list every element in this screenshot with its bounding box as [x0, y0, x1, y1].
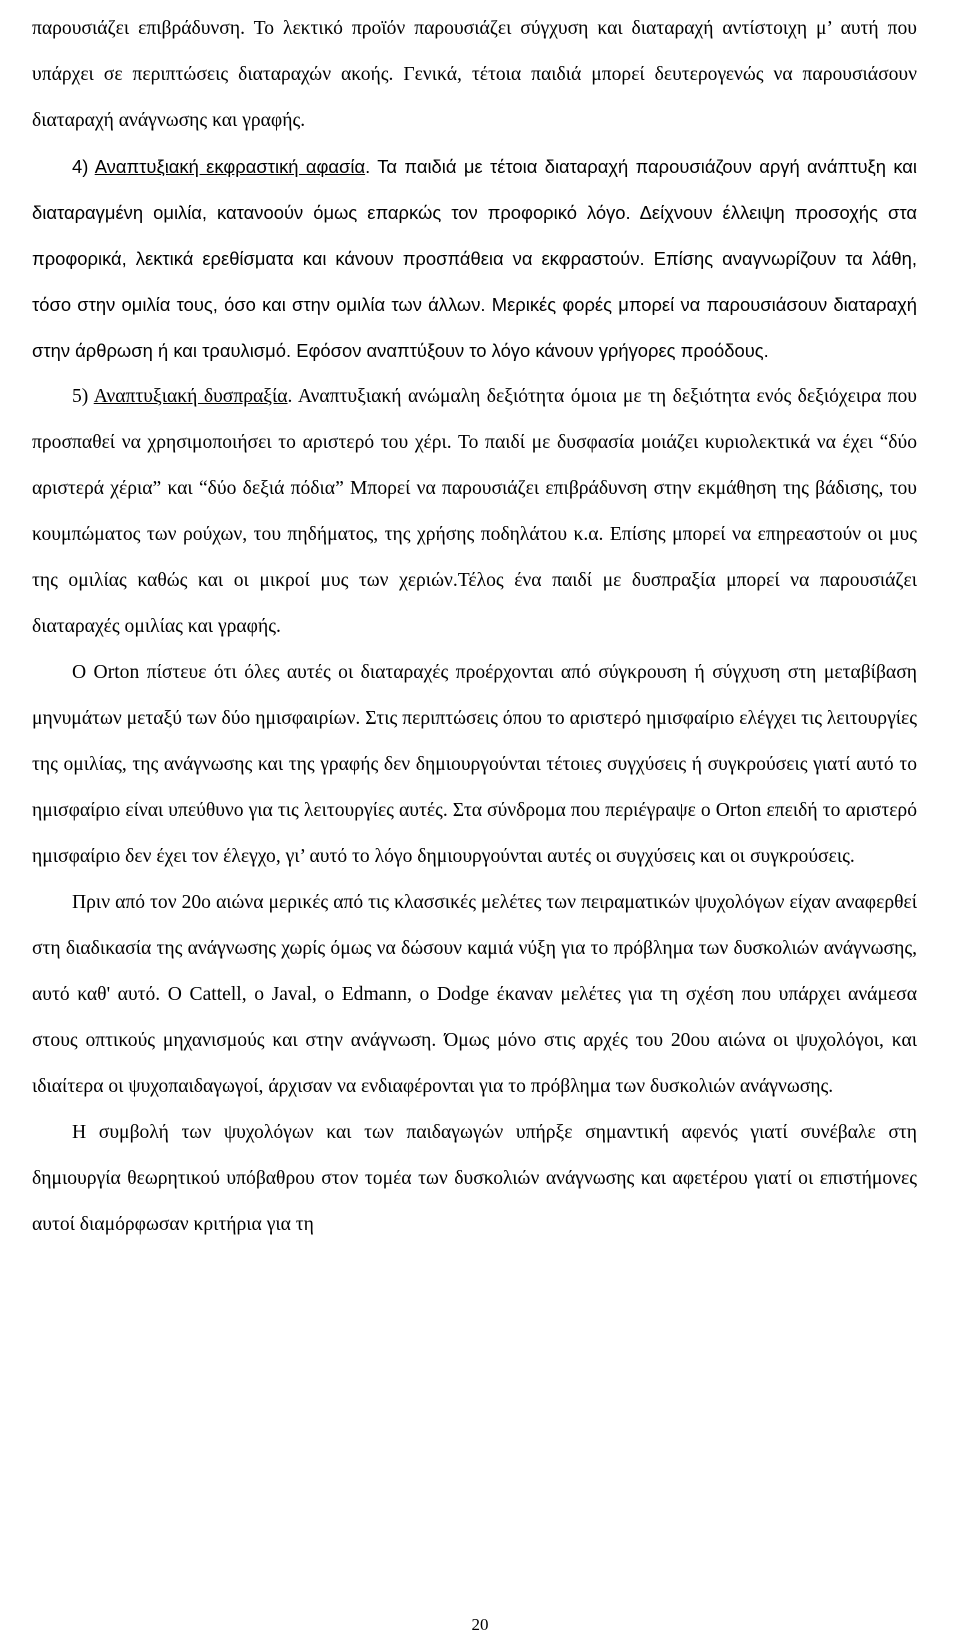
item-4-text-b: Δείχνουν έλλειψη προσοχής στα προφορικά, λεκτικά ερεθίσματα και κάνουν προσπάθεια να εκφραστούν. Επίσης αναγνωρίζουν τα λάθη, τόσο στην ομιλία τους, όσο και στην ομιλία των άλλων. Μερικές φορές μπορεί να παρουσιάσουν διαταραχή στην άρθρωση ή και τραυλισμό. Εφόσον αναπτύξουν το λόγο κάνουν γρήγορες προόδους. [32, 202, 917, 361]
paragraph-item-5 [32, 374, 917, 650]
paragraph-contribution-text: Η συμβολή των ψυχολόγων και των παιδαγωγών υπήρξε σημαντική αφενός γιατί συνέβαλε στη δημιουργία θεωρητικού υπόβαθρου στον τομέα των δυσκολιών ανάγνωσης και αφετέρου γιατί οι επιστήμονες αυτοί διαμόρφωσαν κριτήρια για τη [32, 1122, 917, 1235]
paragraph-20th-century [32, 880, 917, 1110]
item-4-text-a: . Τα παιδιά με τέτοια διαταραχή παρουσιάζουν αργή ανάπτυξη και διαταραγμένη ομιλία, κατανοούν όμως επαρκώς τον προφορικό λόγο. [32, 156, 918, 223]
paragraph-orton-text: Ο Orton πίστευε ότι όλες αυτές οι διαταραχές προέρχονται από σύγκρουση ή σύγχυση στη μεταβίβαση μηνυμάτων μεταξύ των δύο ημισφαιρίων. Στις περιπτώσεις όπου το αριστερό ημισφαίριο ελέγχει τις λειτουργίες της ομιλίας, της ανάγνωσης και της γραφής δεν δημιουργούνται τέτοιες συγχύσεις ή συγκρούσεις γιατί αυτό το ημισφαίριο είναι υπεύθυνο για τις λειτουργίες αυτές. Στα σύνδρομα που περιέγραψε ο Orton επειδή το αριστερό ημισφαίριο δεν έχει τον έλεγχο, γι’ αυτό το λόγο δημιουργούνται αυτές οι συγχύσεις και οι συγκρούσεις. [32, 662, 917, 867]
paragraph-20th-century-text-b: Όμως μόνο στις αρχές του 20ου αιώνα οι ψυχολόγοι, και ιδιαίτερα οι ψυχοπαιδαγωγοί, άρχισαν να ενδιαφέρονται για το πρόβλημα των δυσκολιών ανάγνωσης. [32, 1030, 917, 1097]
paragraph-20th-century-text-a: Πριν από τον 20ο αιώνα μερικές από τις κλασσικές μελέτες των πειραματικών ψυχολόγων είχαν αναφερθεί στη διαδικασία της ανάγνωσης χωρίς όμως να δώσουν καμιά νύξη για το πρόβλημα των δυσκολιών ανάγνωσης, αυτό καθ' αυτό. Ο Cattell, ο Javal, ο Edmann, ο Dodge έκαναν μελέτες για τη σχέση που υπάρχει ανάμεσα στους οπτικούς μηχανισμούς και στην ανάγνωση. [32, 892, 917, 1051]
paragraph-1-text: παρουσιάζει επιβράδυνση. Το λεκτικό προϊόν παρουσιάζει σύγχυση και διαταραχή αντίστοιχη μ’ αυτή που υπάρχει σε περιπτώσεις διαταραχών ακοής. Γενικά, τέτοια παιδιά μπορεί δευτερογενώς να παρουσιάσουν διαταραχή ανάγνωσης και γραφής. [32, 18, 917, 131]
paragraph-orton [32, 650, 917, 880]
paragraph-1 [32, 6, 917, 144]
item-5-heading: Αναπτυξιακή δυσπραξία [93, 386, 288, 407]
paragraph-contribution [32, 1110, 917, 1248]
item-4-heading: Αναπτυξιακή εκφραστική αφασία [94, 156, 366, 177]
item-4-number: 4) [72, 156, 95, 177]
item-5-number: 5) [72, 386, 94, 407]
body-text [32, 6, 917, 1248]
paragraph-item-4 [32, 144, 917, 374]
item-5-text: . Αναπτυξιακή ανώμαλη δεξιότητα όμοια με τη δεξιότητα ενός δεξιόχειρα που προσπαθεί να χρησιμοποιήσει το αριστερό του χέρι. Το παιδί με δυσφασία μοιάζει κυριολεκτικά να έχει “δύο αριστερά χέρια” και “δύο δεξιά πόδια” Μπορεί να παρουσιάζει επιβράδυνση στην εκμάθηση της βάδισης, του κουμπώματος των ρούχων, του πηδήματος, της χρήσης ποδηλάτου κ.α. Επίσης μπορεί να επηρεαστούν οι μυς της ομιλίας καθώς και οι μικροί μυς των χεριών.Τέλος ένα παιδί με δυσπραξία μπορεί να παρουσιάζει διαταραχές ομιλίας και γραφής. [32, 386, 918, 637]
page-number: 20 [471, 1615, 489, 1634]
